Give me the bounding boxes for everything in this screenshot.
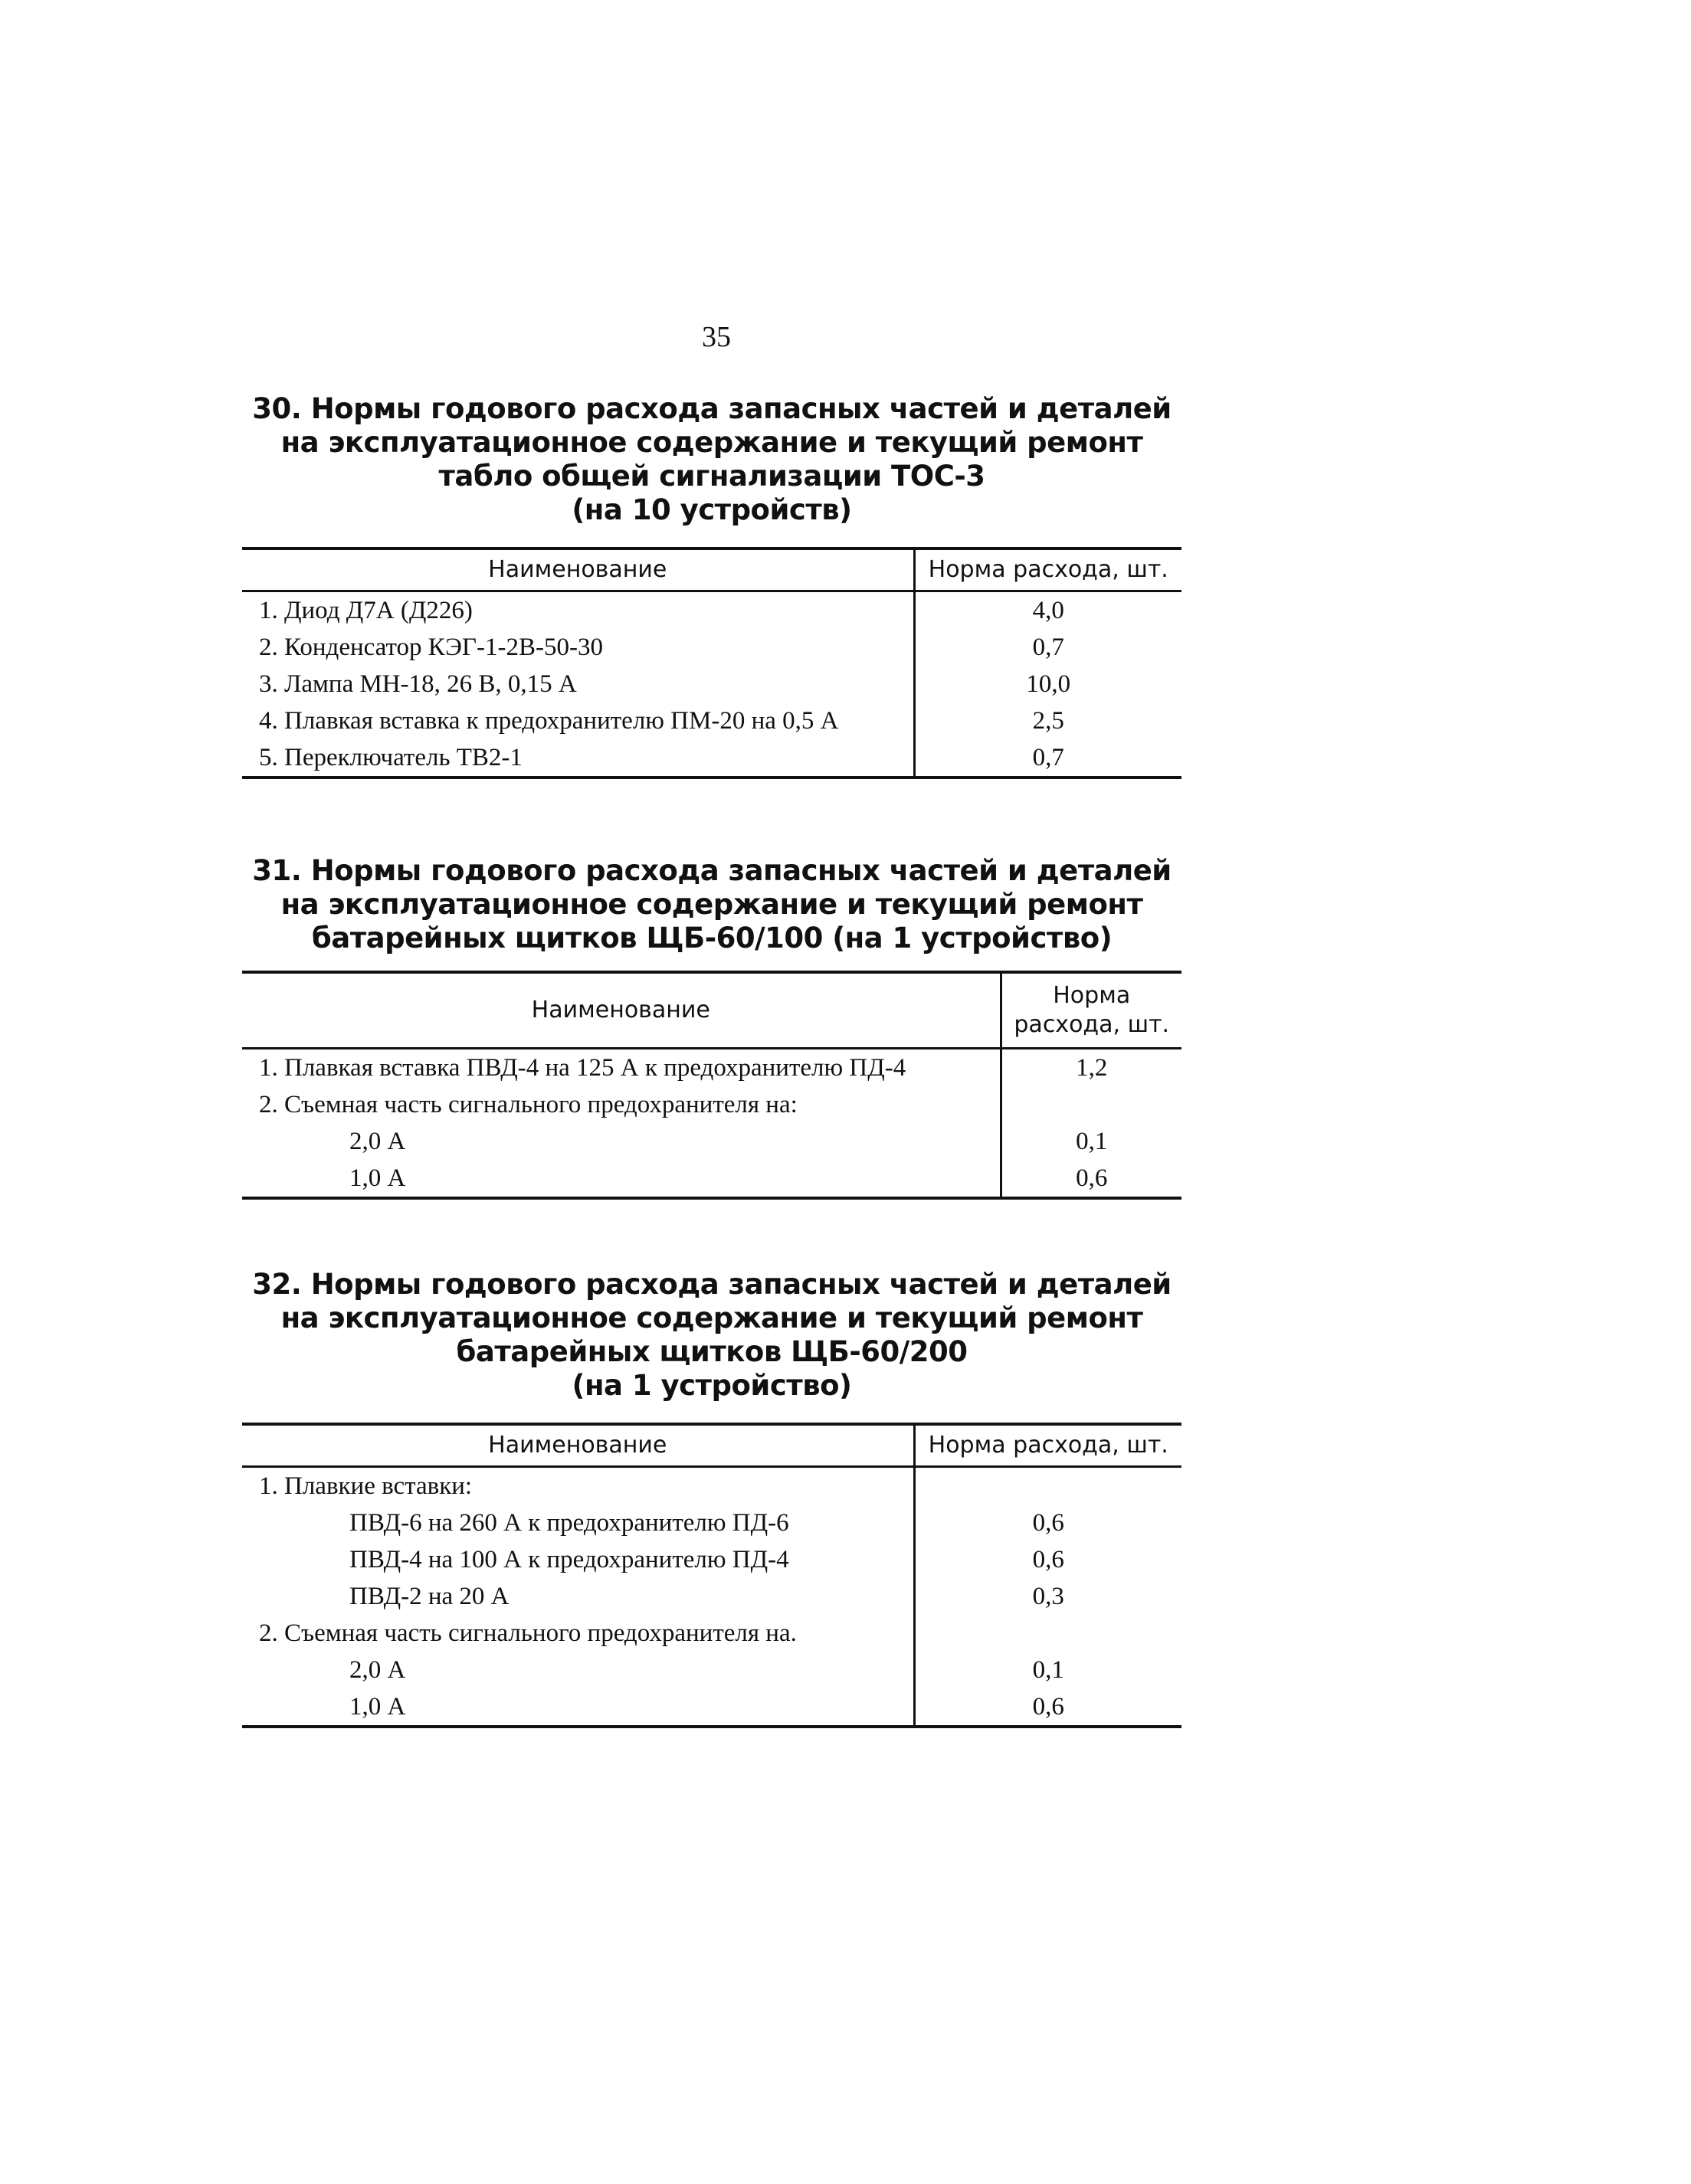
item-norm: 0,1 — [1001, 1123, 1181, 1160]
item-norm: 0,6 — [914, 1505, 1181, 1541]
item-name: 3. Лампа МН-18, 26 В, 0,15 А — [259, 670, 577, 698]
item-name: 1. Диод Д7А (Д226) — [259, 597, 473, 624]
item-name: 1,0 А — [349, 1164, 406, 1192]
table-row — [242, 1688, 1181, 1727]
header-name: Наименование — [488, 556, 667, 583]
norms-table — [242, 547, 1181, 779]
title-line: 32. Нормы годового расхода запасных частей и деталей — [252, 1268, 1172, 1301]
table-row — [242, 1123, 1181, 1160]
item-norm — [914, 1467, 1181, 1505]
section-title — [242, 392, 1181, 527]
title-line: батарейных щитков ЩБ-60/100 (на 1 устройство) — [311, 922, 1113, 954]
table-row — [242, 1652, 1181, 1688]
header-name: Наименование — [531, 997, 710, 1023]
item-name: ПВД-4 на 100 А к предохранителю ПД-4 — [349, 1546, 789, 1573]
item-norm: 0,1 — [914, 1652, 1181, 1688]
table-header-row — [242, 548, 1181, 591]
item-name: ПВД-2 на 20 А — [349, 1583, 510, 1610]
item-norm: 0,6 — [914, 1541, 1181, 1578]
header-norm: Норма расхода, шт. — [914, 1424, 1181, 1467]
item-name: 1. Плавкие вставки: — [259, 1472, 473, 1500]
section-31 — [242, 854, 1181, 1200]
table-row — [242, 702, 1181, 739]
section-32 — [242, 1268, 1181, 1728]
section-30 — [242, 392, 1181, 779]
section-title — [242, 854, 1181, 955]
header-norm — [1001, 972, 1181, 1049]
table-header-row — [242, 972, 1181, 1049]
title-line: 30. Нормы годового расхода запасных частей и деталей — [252, 392, 1172, 425]
table-row — [242, 591, 1181, 630]
item-norm: 0,3 — [914, 1578, 1181, 1615]
title-line: (на 1 устройство) — [572, 1369, 852, 1402]
table-row — [242, 1049, 1181, 1087]
norms-table — [242, 971, 1181, 1200]
item-name: 2. Съемная часть сигнального предохранителя на: — [259, 1091, 798, 1118]
table-row — [242, 1086, 1181, 1123]
item-name: 1. Плавкая вставка ПВД-4 на 125 А к предохранителю ПД-4 — [259, 1054, 906, 1082]
title-line: табло общей сигнализации ТОС-3 — [438, 460, 985, 493]
item-name: ПВД-6 на 260 А к предохранителю ПД-6 — [349, 1509, 789, 1537]
table-row — [242, 1578, 1181, 1615]
item-norm: 0,7 — [914, 629, 1181, 666]
item-norm: 2,5 — [914, 702, 1181, 739]
item-norm — [1001, 1086, 1181, 1123]
header-norm: Норма расхода, шт. — [914, 548, 1181, 591]
table-row — [242, 1505, 1181, 1541]
table-row — [242, 1541, 1181, 1578]
title-line: на эксплуатационное содержание и текущий ремонт — [280, 888, 1143, 921]
table-row — [242, 1160, 1181, 1198]
norms-table — [242, 1423, 1181, 1728]
item-name: 5. Переключатель ТВ2-1 — [259, 744, 523, 771]
table-row — [242, 739, 1181, 778]
table-row — [242, 1467, 1181, 1505]
item-norm: 0,7 — [914, 739, 1181, 778]
item-norm: 0,6 — [914, 1688, 1181, 1727]
header-norm-line: расхода, шт. — [1014, 1011, 1170, 1038]
item-norm — [914, 1615, 1181, 1652]
item-norm: 0,6 — [1001, 1160, 1181, 1198]
item-name: 1,0 А — [349, 1693, 406, 1721]
title-line: на эксплуатационное содержание и текущий ремонт — [280, 1302, 1143, 1334]
title-line: батарейных щитков ЩБ-60/200 — [456, 1335, 968, 1368]
item-name: 2. Конденсатор КЭГ-1-2В-50-30 — [259, 634, 603, 661]
table-header-row — [242, 1424, 1181, 1467]
title-line: на эксплуатационное содержание и текущий ремонт — [280, 426, 1143, 459]
table-row — [242, 666, 1181, 702]
item-norm: 4,0 — [914, 591, 1181, 630]
item-norm: 1,2 — [1001, 1049, 1181, 1087]
header-name: Наименование — [488, 1432, 667, 1459]
item-name: 2,0 А — [349, 1128, 406, 1155]
title-line: (на 10 устройств) — [572, 493, 852, 526]
table-row — [242, 1615, 1181, 1652]
table-row — [242, 629, 1181, 666]
section-title — [242, 1268, 1181, 1403]
header-norm-line: Норма — [1053, 982, 1131, 1009]
title-line: 31. Нормы годового расхода запасных частей и деталей — [252, 854, 1172, 887]
item-name: 4. Плавкая вставка к предохранителю ПМ-20 на 0,5 А — [259, 707, 839, 735]
page-number: 35 — [702, 321, 731, 353]
item-name: 2,0 А — [349, 1656, 406, 1684]
item-norm: 10,0 — [914, 666, 1181, 702]
item-name: 2. Съемная часть сигнального предохранителя на. — [259, 1619, 797, 1647]
